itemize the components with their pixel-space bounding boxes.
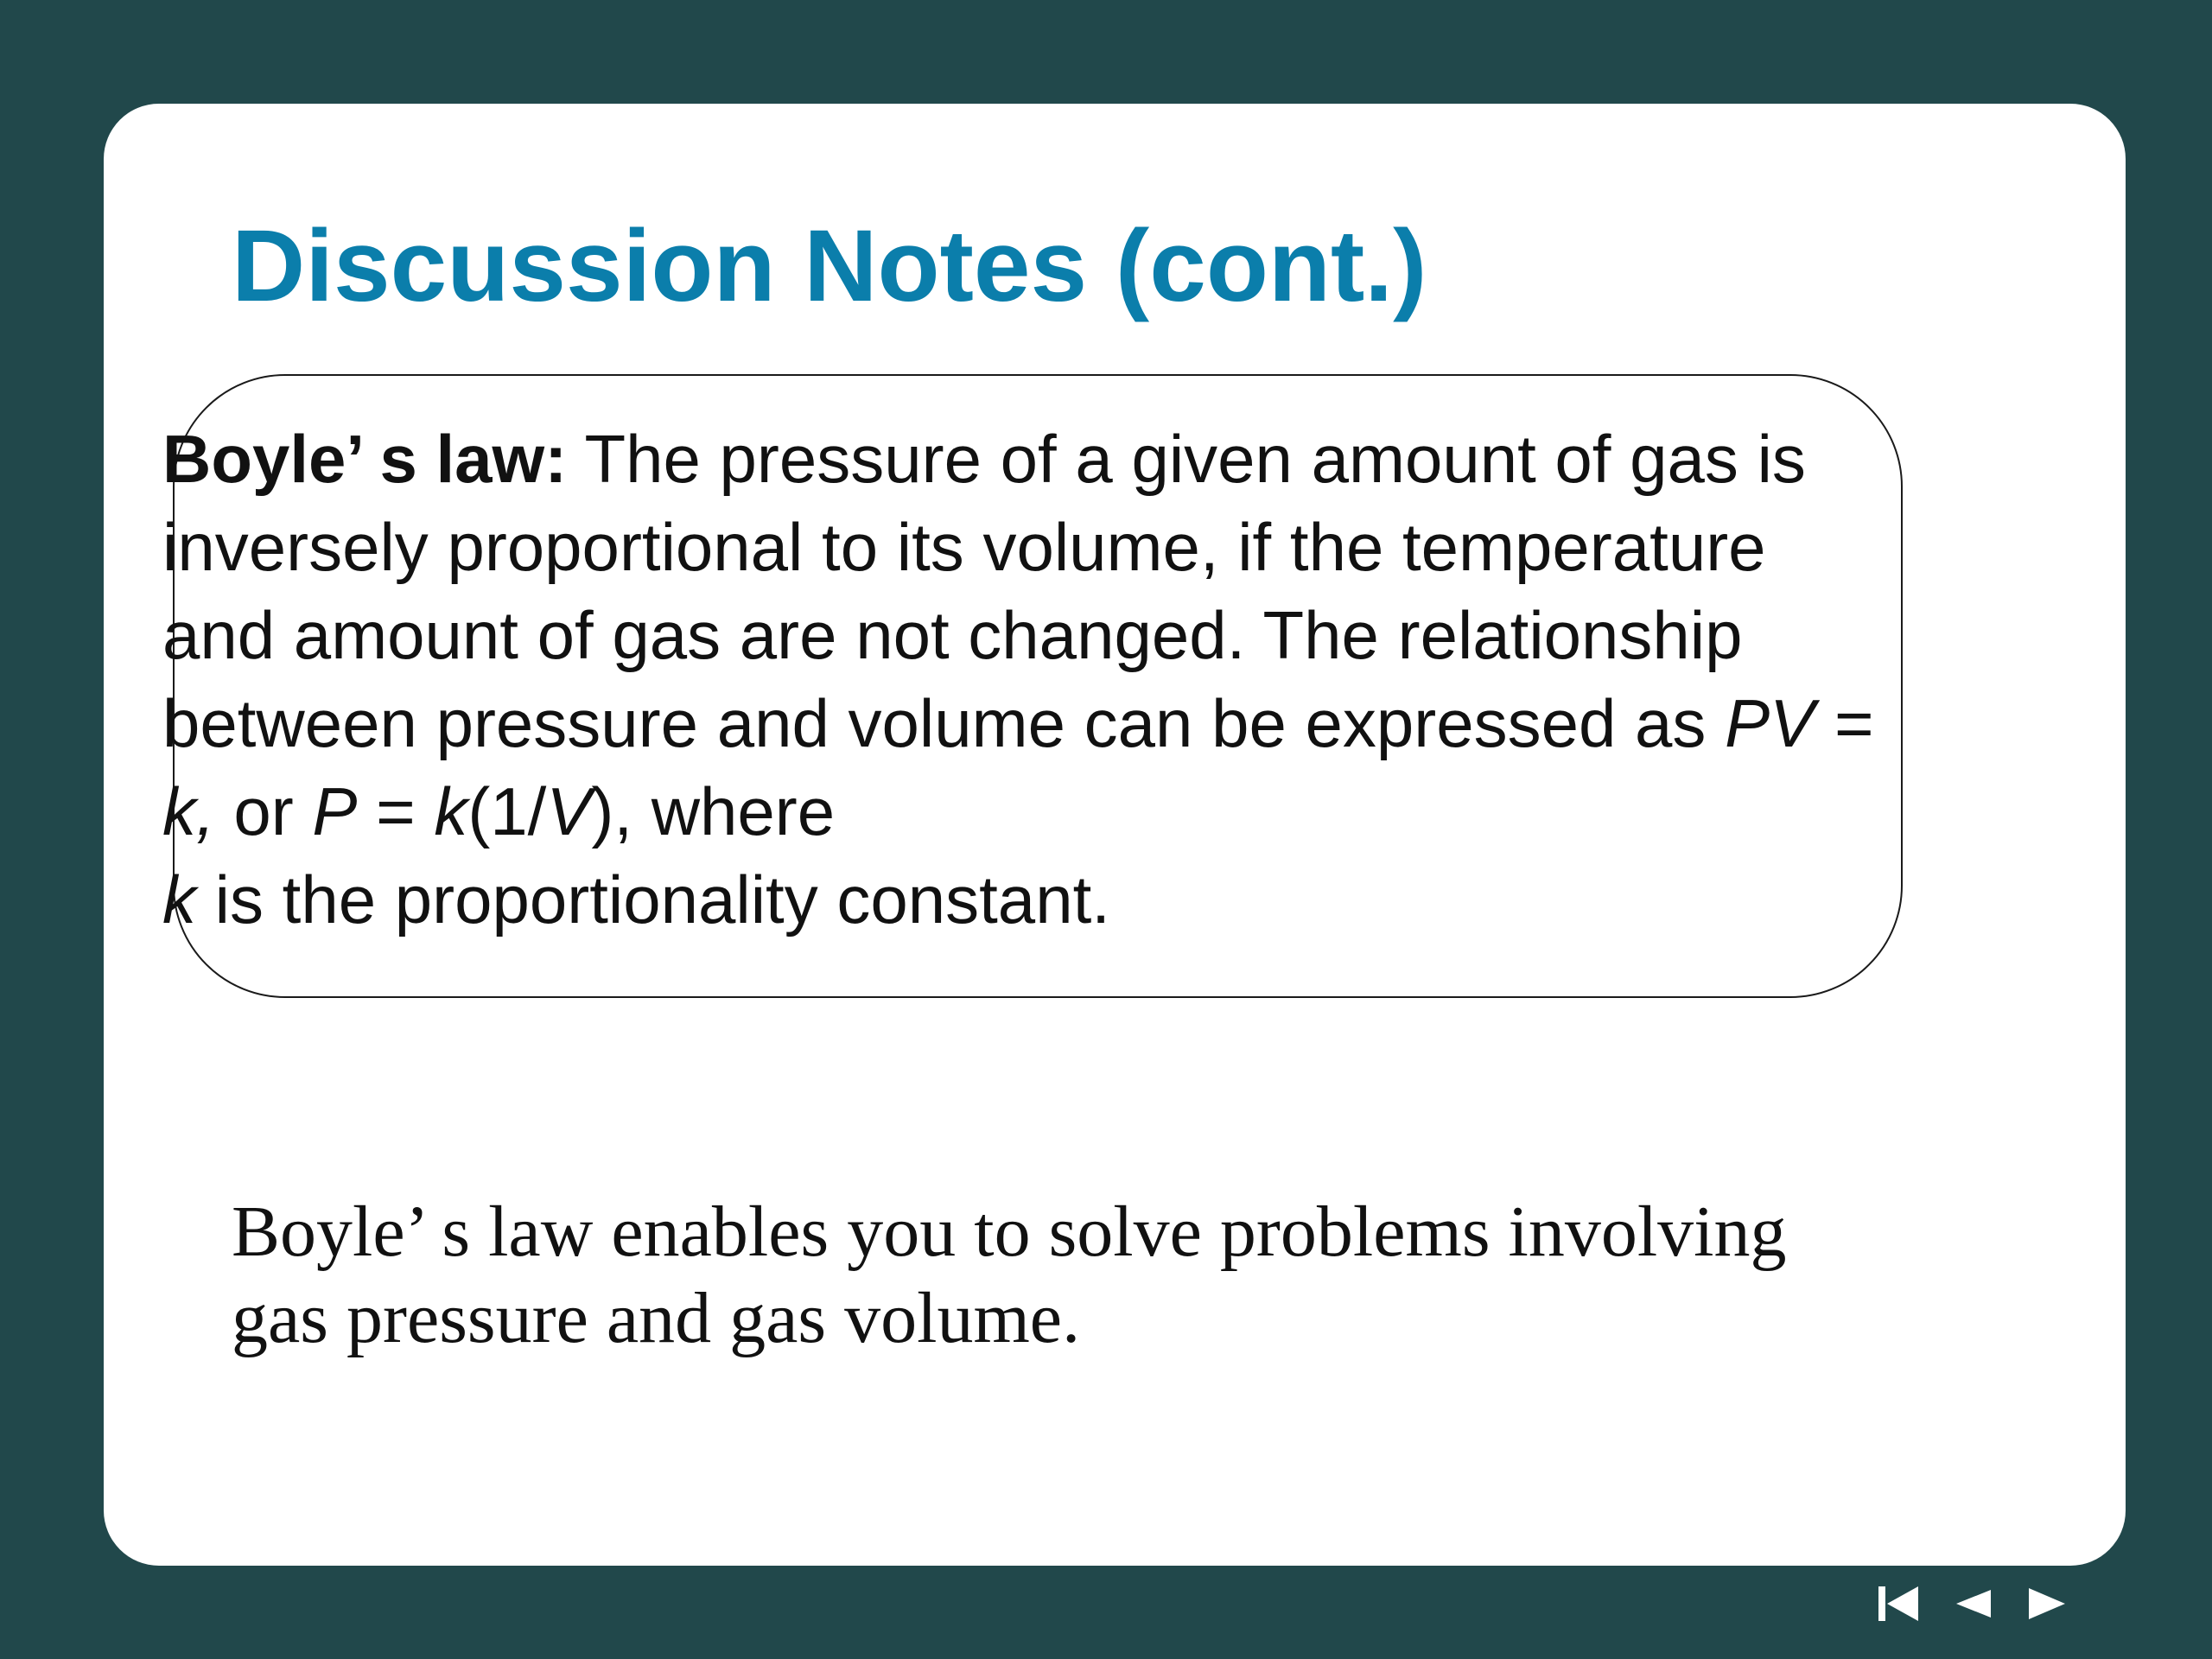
formula-equals: = xyxy=(357,773,435,849)
slide-title: Discussion Notes (cont.) xyxy=(232,209,1427,323)
skip-to-start-icon xyxy=(1877,1583,1920,1624)
next-slide-button[interactable] xyxy=(2025,1583,2069,1624)
definition-term: Boyle’ s law: xyxy=(162,421,568,497)
formula-close: ), where xyxy=(591,773,836,849)
formula-p: P xyxy=(312,773,358,849)
definition-text-part-b: or xyxy=(214,773,313,849)
definition-text-part-a: The pressure of a given amount of gas is inversely proportional to its volume, if the temperature and amount of gas are not changed. The relationship between pressure and volume can be expressed as xyxy=(162,421,1806,761)
formula-v: V xyxy=(546,773,592,849)
definition-text-part-c: is the proportionality constant. xyxy=(196,861,1110,938)
triangle-right-icon xyxy=(2025,1583,2069,1624)
body-paragraph: Boyle’ s law enables you to solve problems involving gas pressure and gas volume. xyxy=(232,1192,1787,1358)
previous-slide-button[interactable] xyxy=(1951,1583,1994,1624)
k-symbol: k xyxy=(162,861,196,938)
formula-open: (1/ xyxy=(467,773,547,849)
definition-text xyxy=(162,415,1882,944)
first-slide-button[interactable] xyxy=(1877,1583,1920,1624)
formula-pv-k: PV = k, xyxy=(162,685,1873,849)
triangle-left-icon xyxy=(1951,1583,1994,1624)
formula-k: k xyxy=(434,773,468,849)
